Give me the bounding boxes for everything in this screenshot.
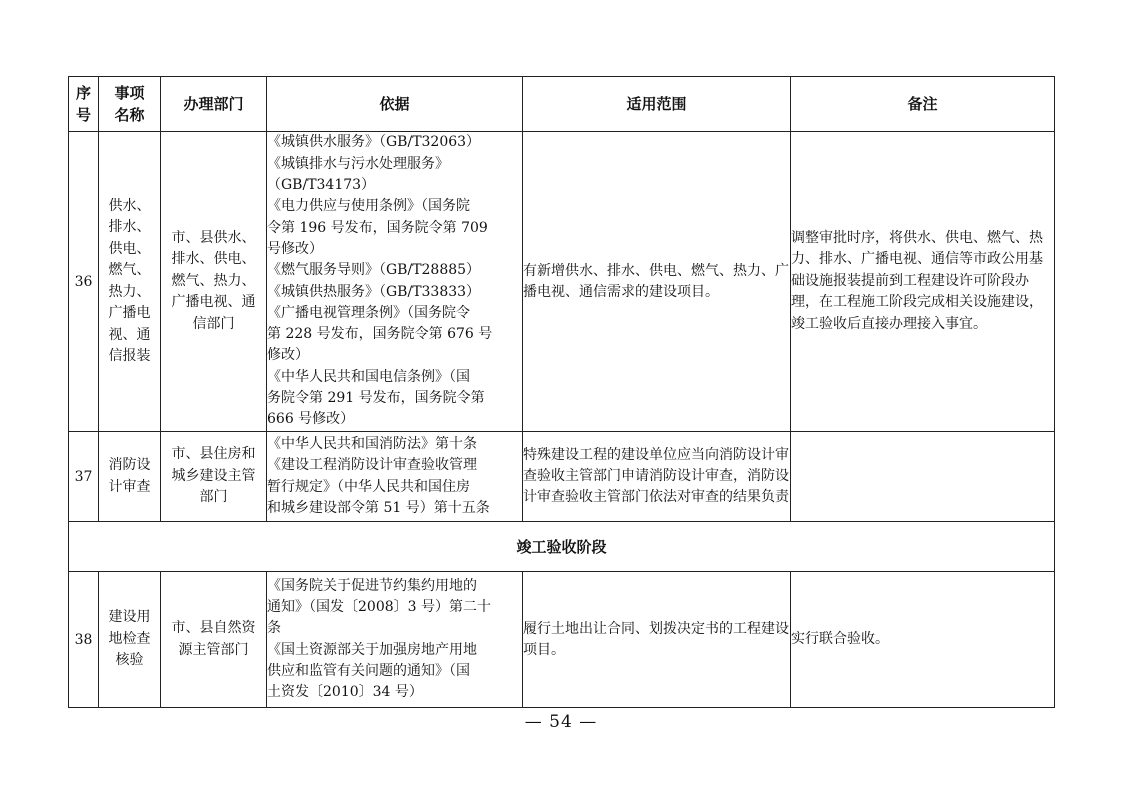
basis-line: 第 228 号发布，国务院令第 676 号	[267, 326, 493, 343]
item-name: 消防设计审查	[99, 432, 161, 522]
basis-line: 暂行规定》（中华人民共和国住房	[267, 478, 470, 495]
item-name: 供水、排水、供电、燃气、热力、广播电视、通信报装	[99, 132, 161, 432]
basis-line: 土资发〔2010〕34 号）	[267, 684, 423, 701]
table-row	[69, 432, 1055, 522]
scope-cell: 特殊建设工程的建设单位应当向消防设计审查验收主管部门申请消防设计审查，消防设计审查验收主管部门依法对审查的结果负责	[523, 432, 791, 522]
item-name: 建设用地检查核验	[99, 572, 161, 708]
scope-cell: 履行土地出让合同、划拨决定书的工程建设项目。	[523, 572, 791, 708]
department: 市、县自然资源主管部门	[161, 572, 267, 708]
header-dept: 办理部门	[161, 77, 267, 132]
header-scope: 适用范围	[523, 77, 791, 132]
department: 市、县供水、排水、供电、燃气、热力、广播电视、通信部门	[161, 132, 267, 432]
scope-cell: 有新增供水、排水、供电、燃气、热力、广播电视、通信需求的建设项目。	[523, 132, 791, 432]
basis-cell	[267, 572, 523, 708]
table-row	[69, 572, 1055, 708]
basis-line: 《电力供应与使用条例》（国务院	[267, 198, 470, 215]
approval-items-table	[68, 76, 1055, 708]
basis-line: 通知》（国发〔2008〕3 号）第二十	[267, 598, 491, 615]
header-item: 事项名称	[99, 77, 161, 132]
basis-line: 《国土资源部关于加强房地产用地	[267, 641, 477, 658]
basis-line: 条	[267, 620, 281, 637]
note-cell	[791, 432, 1055, 522]
basis-line: （GB/T34173）	[267, 177, 376, 194]
basis-line: 《燃气服务导则》（GB/T28885）	[267, 262, 481, 279]
basis-line: 供应和监管有关问题的通知》（国	[267, 662, 470, 679]
note-cell: 实行联合验收。	[791, 572, 1055, 708]
header-no: 序号	[69, 77, 99, 132]
basis-line: 和城乡建设部令第 51 号）第十五条	[267, 499, 490, 516]
header-note: 备注	[791, 77, 1055, 132]
section-row	[69, 522, 1055, 572]
basis-line: 《建设工程消防设计审查验收管理	[267, 457, 477, 474]
basis-line: 号修改）	[267, 240, 323, 257]
section-title: 竣工验收阶段	[69, 522, 1055, 572]
basis-line: 《中华人民共和国电信条例》（国	[267, 368, 470, 385]
basis-line: 修改）	[267, 347, 309, 364]
basis-line: 《中华人民共和国消防法》第十条	[267, 435, 477, 452]
table-row	[69, 132, 1055, 432]
department: 市、县住房和城乡建设主管部门	[161, 432, 267, 522]
row-number: 36	[69, 132, 99, 432]
basis-line: 令第 196 号发布，国务院令第 709	[267, 219, 488, 236]
header-basis: 依据	[267, 77, 523, 132]
basis-line: 666 号修改）	[267, 411, 355, 428]
note-cell: 调整审批时序，将供水、供电、燃气、热力、排水、广播电视、通信等市政公用基础设施报装提前到工程建设许可阶段办理，在工程施工阶段完成相关设施建设，竣工验收后直接办理接入事宜。	[791, 132, 1055, 432]
basis-line: 《城镇供热服务》（GB/T33833）	[267, 283, 481, 300]
basis-cell	[267, 432, 523, 522]
basis-cell	[267, 132, 523, 432]
row-number: 38	[69, 572, 99, 708]
header-row	[69, 77, 1055, 132]
basis-line: 《城镇排水与污水处理服务》	[267, 155, 449, 172]
basis-line: 务院令第 291 号发布，国务院令第	[267, 389, 485, 406]
basis-line: 《广播电视管理条例》（国务院令	[267, 304, 470, 321]
basis-line: 《国务院关于促进节约集约用地的	[267, 577, 477, 594]
basis-line: 《城镇供水服务》（GB/T32063）	[267, 134, 481, 151]
row-number: 37	[69, 432, 99, 522]
page-number: — 54 —	[524, 712, 598, 732]
